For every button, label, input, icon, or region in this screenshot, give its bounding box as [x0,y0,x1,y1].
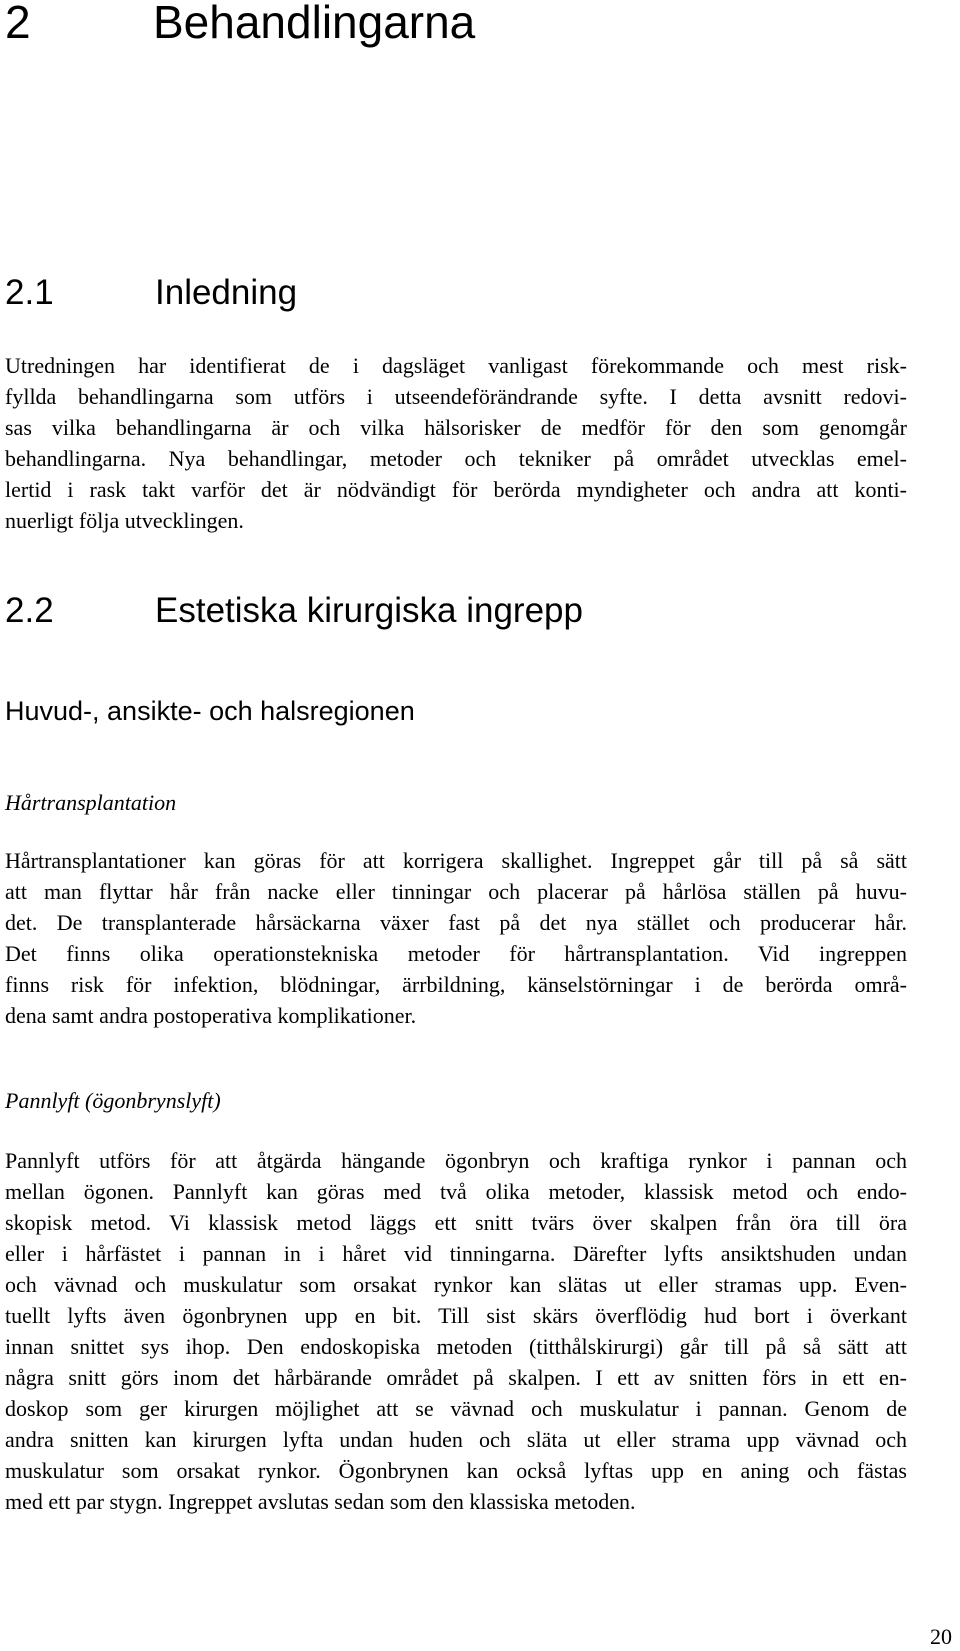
text-line: doskop som ger kirurgen möjlighet att se vävnad och muskulatur i pannan. Genom de [5,1396,907,1421]
text-line: Hårtransplantationer kan göras för att korrigera skallighet. Ingreppet går till på så sätt [5,848,907,873]
text-line: behandlingarna. Nya behandlingar, metoder och tekniker på området utvecklas emel- [5,446,907,471]
text-line: lertid i rask takt varför det är nödvändigt för berörda myndigheter och andra att konti- [5,477,907,502]
text-line: Pannlyft utförs för att åtgärda hängande ögonbryn och kraftiga rynkor i pannan och [5,1148,907,1173]
subsection-heading: Huvud-, ansikte- och halsregionen [5,696,415,726]
text-line: dena samt andra postoperativa komplikationer. [5,1003,417,1028]
chapter-number: 2 [5,0,31,48]
section-heading-surgery [5,589,583,633]
hair-transplant-paragraph [5,845,907,1031]
chapter-heading [5,0,475,50]
text-line: tuellt lyfts även ögonbrynen upp en bit. Till sist skärs överflödig hud bort i överkant [5,1303,907,1328]
text-line: med ett par stygn. Ingreppet avslutas sedan som den klassiska metoden. [5,1489,636,1514]
text-line: Utredningen har identifierat de i dagsläget vanligast förekommande och mest risk- [5,353,907,378]
hair-transplant-heading: Hårtransplantation [5,790,177,815]
section-number: 2.2 [5,591,54,630]
text-line: mellan ögonen. Pannlyft kan göras med två olika metoder, klassisk metod och endo- [5,1179,907,1204]
text-line: och vävnad och muskulatur som orsakat rynkor kan slätas ut eller stramas upp. Even- [5,1272,907,1297]
text-line: att man flyttar hår från nacke eller tinningar och placerar på hårlösa ställen på huvu- [5,879,907,904]
text-line: några snitt görs inom det hårbärande området på skalpen. I ett av snitten förs in ett en- [5,1365,907,1390]
chapter-title: Behandlingarna [153,0,476,48]
section-number: 2.1 [5,273,54,312]
page-number: 20 [930,1624,952,1649]
text-line: sas vilka behandlingarna är och vilka hälsorisker de medför för den som genomgår [5,415,907,440]
section-title: Inledning [155,273,298,312]
text-line: det. De transplanterade hårsäckarna växer fast på det nya stället och producerar hår. [5,910,907,935]
text-line: muskulatur som orsakat rynkor. Ögonbrynen kan också lyftas upp en aning och fästas [5,1458,907,1483]
text-line: Det finns olika operationstekniska metoder för hårtransplantation. Vid ingreppen [5,941,907,966]
text-line: andra snitten kan kirurgen lyfta undan huden och släta ut eller strama upp vävnad och [5,1427,907,1452]
brow-lift-paragraph [5,1145,907,1517]
intro-paragraph [5,350,907,536]
section-heading-intro [5,271,297,315]
text-line: finns risk för infektion, blödningar, ärrbildning, känselstörningar i de berörda områ- [5,972,907,997]
text-line: eller i hårfästet i pannan in i håret vid tinningarna. Därefter lyfts ansiktshuden undan [5,1241,907,1266]
text-line: fyllda behandlingarna som utförs i utseendeförändrande syfte. I detta avsnitt redovi- [5,384,907,409]
text-line: innan snittet sys ihop. Den endoskopiska metoden (titthålskirurgi) går till på så sätt att [5,1334,907,1359]
brow-lift-heading: Pannlyft (ögonbrynslyft) [5,1088,221,1113]
text-line: skopisk metod. Vi klassisk metod läggs ett snitt tvärs över skalpen från öra till öra [5,1210,907,1235]
section-title: Estetiska kirurgiska ingrepp [155,591,583,630]
text-line: nuerligt följa utvecklingen. [5,508,244,533]
